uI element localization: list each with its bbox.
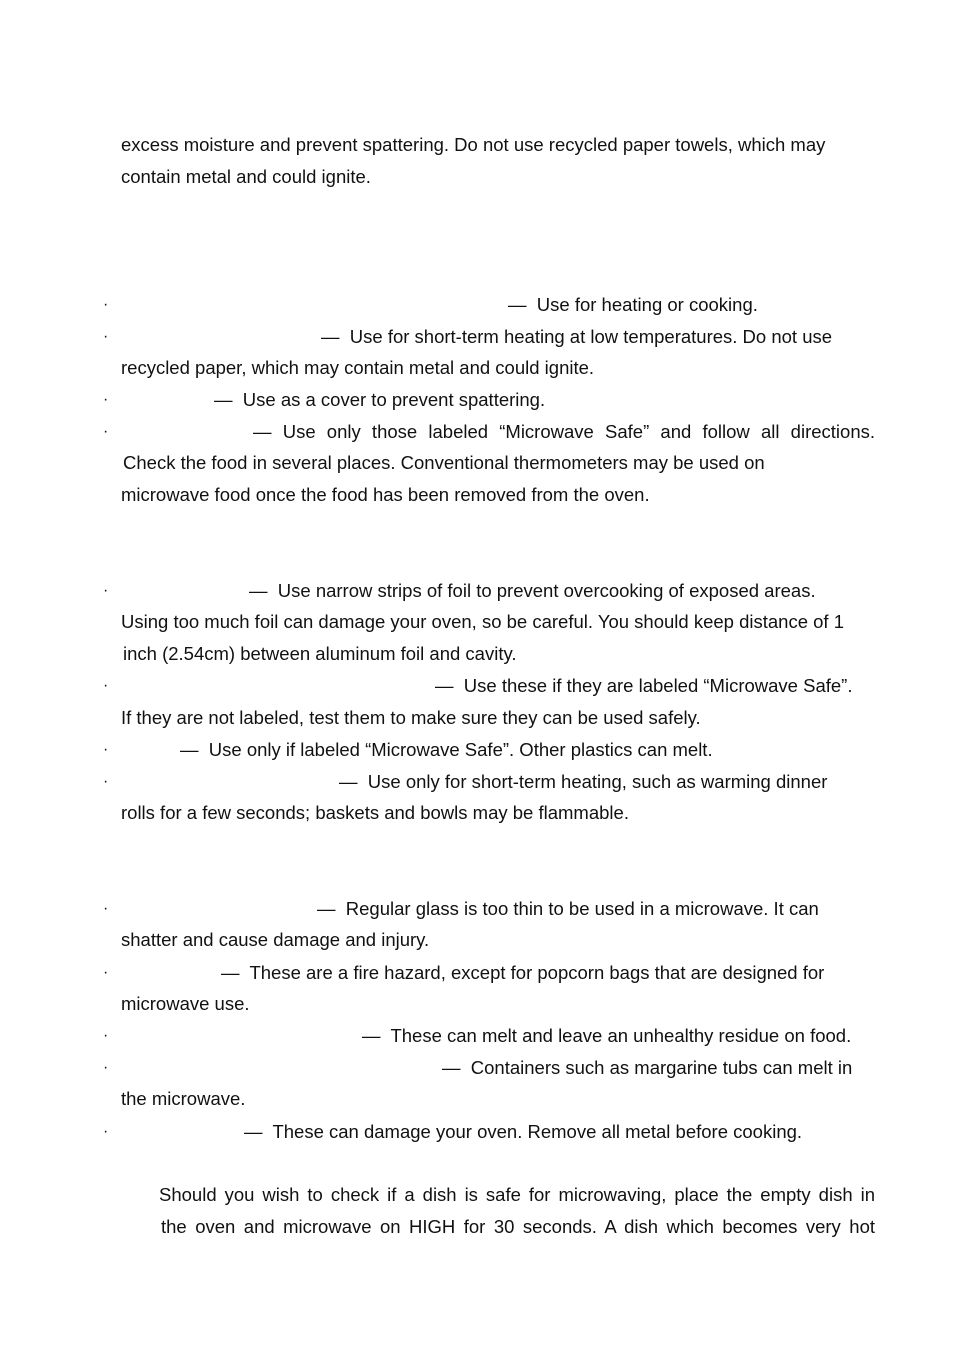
list-item bbox=[362, 1025, 851, 1047]
list-item-continuation: shatter and cause damage and injury. bbox=[121, 929, 430, 950]
list-item-continuation: inch (2.54cm) between aluminum foil and cavity. bbox=[123, 643, 517, 664]
em-dash: — bbox=[214, 389, 233, 410]
bullet-marker: · bbox=[103, 1123, 109, 1140]
bullet-marker: · bbox=[103, 423, 109, 440]
list-item-text: Use only for short-term heating, such as warming dinner bbox=[367, 771, 828, 792]
em-dash: — bbox=[442, 1057, 461, 1078]
closing-line-1: Should you wish to check if a dish is safe for microwaving, place the empty dish in bbox=[159, 1184, 875, 1205]
list-item bbox=[317, 898, 819, 920]
list-item bbox=[244, 1121, 802, 1143]
bullet-marker: · bbox=[103, 582, 109, 599]
em-dash: — bbox=[321, 326, 340, 347]
list-item-continuation: If they are not labeled, test them to make sure they can be used safely. bbox=[121, 707, 701, 728]
list-item bbox=[214, 389, 545, 411]
intro-line-2: contain metal and could ignite. bbox=[121, 166, 371, 187]
bullet-marker: · bbox=[103, 773, 109, 790]
list-item-continuation: recycled paper, which may contain metal and could ignite. bbox=[121, 357, 595, 378]
bullet-marker: · bbox=[103, 296, 109, 313]
list-item-continuation: Using too much foil can damage your oven, so be careful. You should keep distance of 1 bbox=[121, 611, 844, 632]
list-item-text: Use these if they are labeled “Microwave Safe”. bbox=[463, 675, 853, 696]
list-item bbox=[435, 675, 852, 697]
list-item bbox=[180, 739, 713, 761]
em-dash: — bbox=[339, 771, 358, 792]
list-item-continuation: the microwave. bbox=[121, 1088, 246, 1109]
list-item-text: Use as a cover to prevent spattering. bbox=[242, 389, 546, 410]
list-item-text: Use for short-term heating at low temperatures. Do not use bbox=[349, 326, 833, 347]
list-item-text: Use only those labeled “Microwave Safe” and follow all directions. bbox=[282, 421, 876, 442]
em-dash: — bbox=[435, 675, 454, 696]
list-item-text: Use only if labeled “Microwave Safe”. Other plastics can melt. bbox=[208, 739, 713, 760]
list-item-continuation: microwave food once the food has been removed from the oven. bbox=[121, 484, 650, 505]
list-item bbox=[321, 326, 832, 348]
list-item-continuation: Check the food in several places. Conventional thermometers may be used on bbox=[123, 452, 765, 473]
closing-line-2: the oven and microwave on HIGH for 30 seconds. A dish which becomes very hot bbox=[161, 1216, 875, 1237]
list-item bbox=[221, 962, 824, 984]
bullet-marker: · bbox=[103, 328, 109, 345]
em-dash: — bbox=[508, 294, 527, 315]
bullet-marker: · bbox=[103, 391, 109, 408]
bullet-marker: · bbox=[103, 964, 109, 981]
em-dash: — bbox=[221, 962, 240, 983]
bullet-marker: · bbox=[103, 1059, 109, 1076]
bullet-marker: · bbox=[103, 677, 109, 694]
list-item-text: Use narrow strips of foil to prevent overcooking of exposed areas. bbox=[277, 580, 816, 601]
list-item-text: Use for heating or cooking. bbox=[536, 294, 758, 315]
intro-line-1: excess moisture and prevent spattering. Do not use recycled paper towels, which may bbox=[121, 134, 826, 155]
list-item-continuation: microwave use. bbox=[121, 993, 250, 1014]
em-dash: — bbox=[253, 421, 272, 442]
list-item bbox=[249, 580, 816, 602]
em-dash: — bbox=[180, 739, 199, 760]
em-dash: — bbox=[362, 1025, 381, 1046]
em-dash: — bbox=[249, 580, 268, 601]
em-dash: — bbox=[317, 898, 336, 919]
bullet-marker: · bbox=[103, 900, 109, 917]
list-item bbox=[339, 771, 827, 793]
list-item bbox=[253, 421, 875, 443]
list-item-text: These can melt and leave an unhealthy residue on food. bbox=[390, 1025, 852, 1046]
list-item bbox=[508, 294, 758, 316]
list-item-text: Regular glass is too thin to be used in a microwave. It can bbox=[345, 898, 819, 919]
list-item-text: Containers such as margarine tubs can melt in bbox=[470, 1057, 853, 1078]
bullet-marker: · bbox=[103, 1027, 109, 1044]
list-item-text: These can damage your oven. Remove all metal before cooking. bbox=[272, 1121, 803, 1142]
list-item-text: These are a fire hazard, except for popcorn bags that are designed for bbox=[249, 962, 825, 983]
em-dash: — bbox=[244, 1121, 263, 1142]
list-item-continuation: rolls for a few seconds; baskets and bowls may be flammable. bbox=[121, 802, 629, 823]
bullet-marker: · bbox=[103, 741, 109, 758]
list-item bbox=[442, 1057, 852, 1079]
